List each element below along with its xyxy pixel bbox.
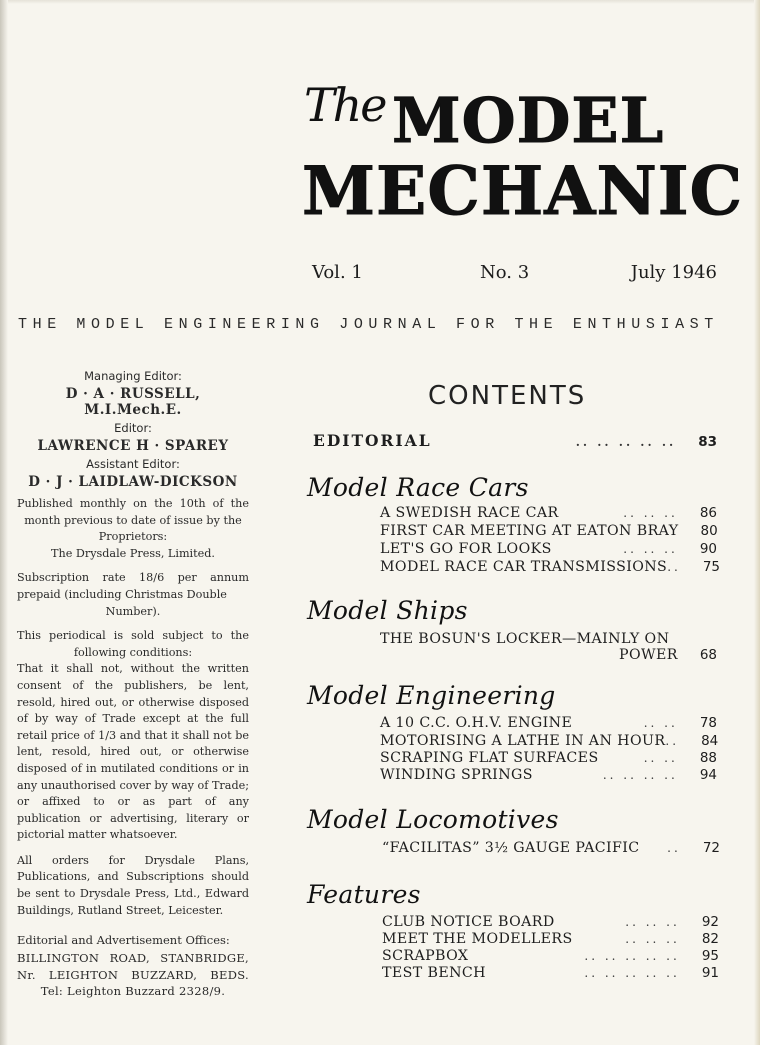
toc-entry-title: LET'S GO FOR LOOKS [380, 541, 552, 557]
toc-entry[interactable] [382, 840, 720, 856]
masthead-model: MODEL [392, 84, 665, 157]
issue-info [312, 262, 717, 286]
binding-shadow [0, 0, 8, 1045]
toc-entry-title: TEST BENCH [382, 965, 486, 981]
publication-schedule: Published monthly on the 10th of the month previous to date of issue by the [17, 497, 249, 527]
toc-leader: .. .. .. [625, 932, 680, 946]
contents-title: CONTENTS [428, 381, 587, 411]
address-line: BILLINGTON ROAD, STANBRIDGE, [17, 951, 249, 966]
toc-entry-title-cont: POWER [619, 647, 678, 663]
toc-entry[interactable] [380, 750, 717, 766]
orders-text: All orders for Drysdale Plans, Publications, and Subscriptions should be sent to Drysdale Press, Ltd., Edward Buildings, Rutland Street, Leicester. [17, 853, 249, 917]
toc-entry-title: SCRAPING FLAT SURFACES [380, 750, 599, 766]
masthead-credits-column [17, 367, 249, 1000]
proprietors-name: The Drysdale Press, Limited. [51, 546, 215, 560]
section-heading-ships: Model Ships [307, 596, 468, 625]
toc-entry-continued[interactable] [380, 647, 717, 663]
toc-leader: .. .. .. .. [602, 768, 678, 782]
toc-page-number: 78 [699, 715, 717, 731]
credit-role: Editor: [114, 421, 152, 435]
tagline: THE MODEL ENGINEERING JOURNAL FOR THE ENTHUSIAST [18, 316, 719, 333]
toc-entry-title: WINDING SPRINGS [380, 767, 533, 783]
toc-page-number: 80 [700, 523, 718, 539]
credit-role: Assistant Editor: [86, 457, 180, 471]
issue-date: July 1946 [630, 262, 717, 283]
page-top-edge [0, 0, 760, 4]
masthead [300, 76, 744, 230]
toc-entry-title: MEET THE MODELLERS [382, 931, 573, 947]
toc-entry[interactable] [380, 541, 717, 557]
offices-label: Editorial and Advertisement Offices: [17, 933, 230, 948]
toc-page-number: 84 [701, 733, 719, 749]
toc-page-number: 95 [701, 948, 719, 964]
toc-leader: .. .. .. [623, 542, 678, 556]
toc-page-number: 91 [701, 965, 719, 981]
toc-entry-title: “FACILITAS” 3½ GAUGE PACIFIC [382, 840, 640, 856]
toc-entry-title: EDITORIAL [313, 431, 432, 450]
toc-leader: .. [667, 560, 681, 574]
toc-page-number: 86 [699, 505, 717, 521]
toc-leader: .. [665, 734, 680, 748]
masthead-the: The [304, 78, 386, 132]
toc-leader: .. .. .. .. .. [584, 966, 680, 980]
credit-name: LAWRENCE H · SPAREY [37, 438, 229, 454]
toc-page-number: 68 [699, 647, 717, 663]
toc-page-number: 90 [699, 541, 717, 557]
section-heading-engineering: Model Engineering [307, 681, 556, 710]
section-heading-locomotives: Model Locomotives [307, 805, 559, 834]
toc-entry-title: A SWEDISH RACE CAR [380, 505, 559, 521]
toc-page-number: 88 [699, 750, 717, 766]
toc-entry-title: THE BOSUN'S LOCKER—MAINLY ON [380, 631, 670, 647]
credit-name: D · J · LAIDLAW-DICKSON [28, 474, 238, 490]
toc-leader: .. .. .. [625, 915, 680, 929]
section-heading-race-cars: Model Race Cars [307, 473, 529, 502]
toc-entry-title: MODEL RACE CAR TRANSMISSIONS [380, 559, 668, 575]
toc-entry[interactable] [380, 715, 717, 731]
toc-leader: .. .. .. [623, 506, 678, 520]
subscription-rate-end: Number). [105, 604, 161, 618]
toc-page-number: 72 [702, 840, 720, 856]
subscription-rate: Subscription rate 18/6 per annum prepaid (including Christmas Double [17, 571, 249, 601]
toc-leader: .. .. .. .. .. [584, 949, 680, 963]
toc-entry[interactable] [382, 965, 719, 981]
toc-entry[interactable] [382, 914, 719, 930]
toc-entry-title: SCRAPBOX [382, 948, 469, 964]
toc-page-number: 92 [701, 914, 719, 930]
toc-entry[interactable] [382, 931, 719, 947]
telephone: Tel: Leighton Buzzard 2328/9. [40, 984, 226, 999]
toc-entry-editorial[interactable] [313, 431, 717, 450]
credit-role: Managing Editor: [84, 369, 182, 383]
toc-entry[interactable] [380, 631, 717, 647]
toc-leader: .. .. [643, 716, 678, 730]
toc-entry[interactable] [380, 523, 717, 539]
credit-name: D · A · RUSSELL, M.I.Mech.E. [65, 386, 201, 418]
page-edge [754, 0, 760, 1045]
toc-entry[interactable] [380, 733, 717, 749]
toc-entry[interactable] [380, 559, 721, 575]
toc-leader: .. .. .. .. .. [575, 435, 677, 449]
section-heading-features: Features [307, 880, 421, 909]
toc-entry[interactable] [382, 948, 719, 964]
toc-page-number: 94 [699, 767, 717, 783]
toc-entry[interactable] [380, 505, 717, 521]
toc-page-number: 83 [698, 434, 717, 450]
toc-leader: .. [667, 841, 681, 855]
toc-entry[interactable] [380, 767, 717, 783]
proprietors-label: Proprietors: [98, 530, 168, 544]
issue-number: No. 3 [480, 262, 530, 283]
conditions-text: That it shall not, without the written consent of the publishers, be lent, resold, hired out, or otherwise disposed of by way of Trade except at the full retail price of 1/3 and that it shall not be lent, resold, hired out, or otherwise disposed of in mutilated conditions or in any unauthorised cover by way of Trade; or affixed to or as part of any publication or advertising, literary or pictorial matter whatsoever. [17, 662, 249, 842]
toc-entry-title: CLUB NOTICE BOARD [382, 914, 555, 930]
issue-volume: Vol. 1 [312, 262, 363, 283]
masthead-mechanic: MECHANIC [302, 152, 744, 230]
toc-leader: .. .. [643, 751, 678, 765]
toc-entry-title: A 10 C.C. O.H.V. ENGINE [380, 715, 573, 731]
conditions-intro: This periodical is sold subject to the following conditions: [17, 629, 249, 659]
toc-page-number: 75 [702, 559, 721, 575]
toc-page-number: 82 [701, 931, 719, 947]
toc-entry-title: MOTORISING A LATHE IN AN HOUR [380, 733, 666, 749]
toc-entry-title: FIRST CAR MEETING AT EATON BRAY [380, 523, 679, 539]
address-line: Nr. LEIGHTON BUZZARD, BEDS. [17, 967, 249, 982]
